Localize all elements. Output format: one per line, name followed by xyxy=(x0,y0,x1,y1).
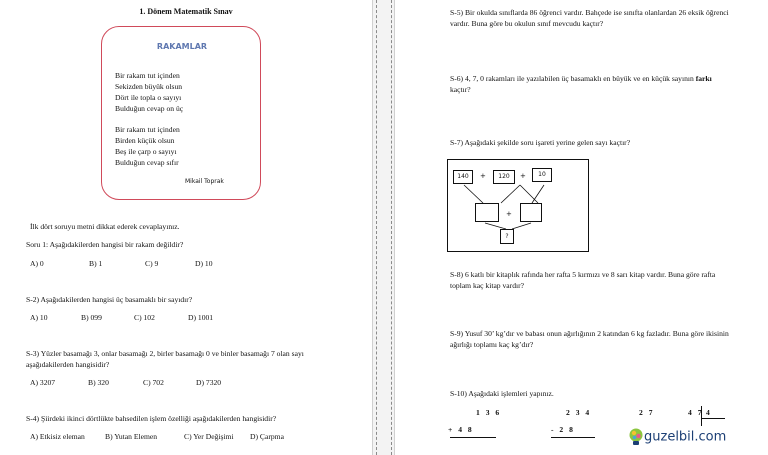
question-8-line1: S-8) 6 katlı bir kitaplık rafında her rafta 5 kırmızı ve 8 sarı kitap vardır. Buna göre rafta xyxy=(450,270,716,279)
q2-option-a[interactable]: A) 10 xyxy=(30,313,48,322)
spine-line-left xyxy=(376,0,377,455)
poem-line: Sekizden büyük olsun xyxy=(115,82,183,91)
poem-line: Bulduğun cevap sıfır xyxy=(115,158,179,167)
q7-diagram xyxy=(447,159,589,252)
q2-option-d[interactable]: D) 1001 xyxy=(188,313,214,322)
op2-line xyxy=(551,437,595,438)
q1-option-c[interactable]: C) 9 xyxy=(145,259,159,268)
diagram-box-120: 120 xyxy=(493,170,515,184)
diagram-op: + xyxy=(480,172,486,180)
question-4: S-4) Şiirdeki ikinci dörtlükte bahsedilen işlem özelliği aşağıdakilerden hangisidir? xyxy=(26,414,277,423)
diagram-box-140: 140 xyxy=(453,170,473,184)
poem-title: RAKAMLAR xyxy=(156,42,208,51)
op1-bottom: + 4 8 xyxy=(448,425,474,434)
q2-option-c[interactable]: C) 102 xyxy=(134,313,155,322)
poem-author: Mikail Toprak xyxy=(185,178,224,185)
diagram-box-empty-right xyxy=(520,203,542,222)
diagram-box-empty-left xyxy=(475,203,499,222)
diagram-op: + xyxy=(506,210,512,218)
poem-line: Bir rakam tut içinden xyxy=(115,71,180,80)
op1-line xyxy=(450,437,496,438)
left-page xyxy=(0,0,372,455)
q3-option-a[interactable]: A) 3207 xyxy=(30,378,56,387)
division-bar xyxy=(701,406,702,426)
op2-top: 2 3 4 xyxy=(566,408,592,417)
op4-divisor: 4 xyxy=(706,408,710,417)
question-5-line1: S-5) Bir okulda sınıflarda 86 öğrenci vardır. Bahçede ise sınıfta olanlardan 26 eksik öğrenci xyxy=(450,8,729,17)
q4-option-d[interactable]: D) Çarpma xyxy=(250,432,284,441)
q4-option-c[interactable]: C) Yer Değişimi xyxy=(184,432,234,441)
logo-text: guzelbil.com xyxy=(644,429,727,445)
question-7: S-7) Aşağıdaki şekilde soru işareti yerine gelen sayı kaçtır? xyxy=(450,138,631,147)
exam-title: 1. Dönem Matematik Sınav xyxy=(139,7,233,16)
question-8-line2: toplam kaç kitap vardır? xyxy=(450,281,525,290)
poem-line: Beş ile çarp o sayıyı xyxy=(115,147,177,156)
q1-option-b[interactable]: B) 1 xyxy=(89,259,103,268)
diagram-op: + xyxy=(520,172,526,180)
bulb-icon xyxy=(628,427,644,447)
q2-option-b[interactable]: B) 099 xyxy=(81,313,102,322)
poem-line: Birden küçük olsun xyxy=(115,136,175,145)
question-9-line2: ağırlığı toplamı kaç kg’dır? xyxy=(450,340,534,349)
q3-option-b[interactable]: B) 320 xyxy=(88,378,109,387)
site-logo xyxy=(628,427,726,449)
q4-option-b[interactable]: B) Yutan Elemen xyxy=(105,432,158,441)
emphasis-difference: farkı xyxy=(695,74,712,83)
q3-option-c[interactable]: C) 702 xyxy=(143,378,164,387)
poem-line: Bulduğun cevap on üç xyxy=(115,104,184,113)
q3-option-d[interactable]: D) 7320 xyxy=(196,378,222,387)
poem-box xyxy=(101,26,261,200)
question-10: S-10) Aşağıdaki işlemleri yapınız. xyxy=(450,389,554,398)
op1-top: 1 3 6 xyxy=(476,408,502,417)
division-line xyxy=(701,418,725,419)
op4-dividend: 4 7 xyxy=(688,408,704,417)
diagram-box-10: 10 xyxy=(532,168,552,182)
right-page xyxy=(395,0,768,455)
question-6-line2: kaçtır? xyxy=(450,85,471,94)
spine-line-right xyxy=(391,0,392,455)
diagram-box-question: ? xyxy=(500,229,514,244)
op3-top: 2 7 xyxy=(639,408,655,417)
question-6-line1: S-6) 4, 7, 0 rakamları ile yazılabilen üç basamaklı en büyük ve en küçük sayının farkı xyxy=(450,74,712,83)
question-3-line1: S-3) Yüzler basamağı 3, onlar basamağı 2, birler basamağı 0 ve binler basamağı 7 olan sayı xyxy=(26,349,304,358)
q4-option-a[interactable]: A) Etkisiz eleman xyxy=(30,432,85,441)
q1-option-a[interactable]: A) 0 xyxy=(30,259,44,268)
question-9-line1: S-9) Yusuf 30’ kg’dır ve babası onun ağırlığının 2 katından 6 kg fazladır. Buna göre ikisinin xyxy=(450,329,729,338)
question-3-line2: aşağıdakilerden hangisidir? xyxy=(26,360,110,369)
poem-line: Bir rakam tut içinden xyxy=(115,125,180,134)
question-5-line2: vardır. Buna göre bu okulun sınıf mevcudu kaçtır? xyxy=(450,19,604,28)
poem-line: Dört ile topla o sayıyı xyxy=(115,93,182,102)
q1-option-d[interactable]: D) 10 xyxy=(195,259,213,268)
question-2: S-2) Aşağıdakilerden hangisi üç basamaklı bir sayıdır? xyxy=(26,295,193,304)
instruction: İlk dört soruyu metni dikkat ederek cevaplayınız. xyxy=(30,222,180,231)
op2-bottom: - 2 8 xyxy=(551,425,575,434)
question-1: Soru 1: Aşağıdakilerden hangisi bir rakam değildir? xyxy=(26,240,184,249)
